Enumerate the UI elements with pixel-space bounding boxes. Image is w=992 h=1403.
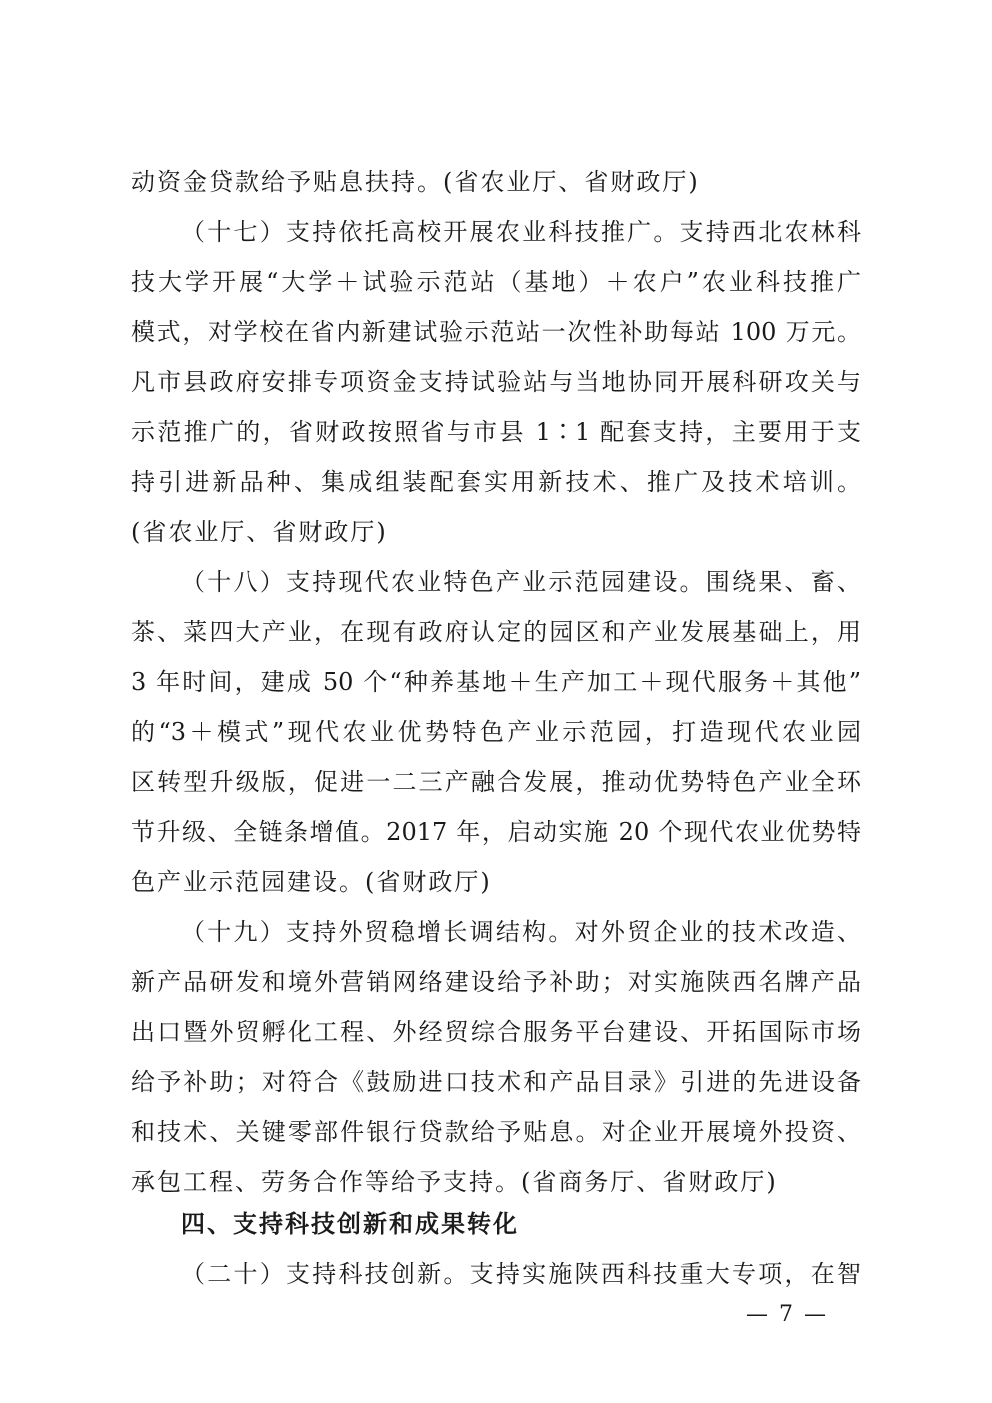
paragraph-line: 的“3＋模式”现代农业优势特色产业示范园，打造现代农业园 [131, 718, 861, 746]
page-number: — 7 — [746, 1302, 828, 1327]
paragraph-line: 承包工程、劳务合作等给予支持。(省商务厅、省财政厅) [131, 1168, 778, 1196]
paragraph-line: 技大学开展“大学＋试验示范站（基地）＋农户”农业科技推广 [131, 268, 861, 296]
paragraph-line: 区转型升级版，促进一二三产融合发展，推动优势特色产业全环 [131, 768, 861, 796]
paragraph-line: 给予补助；对符合《鼓励进口技术和产品目录》引进的先进设备 [131, 1068, 861, 1096]
paragraph-line: 新产品研发和境外营销网络建设给予补助；对实施陕西名牌产品 [131, 968, 861, 996]
paragraph-line: 3 年时间，建成 50 个“种养基地＋生产加工＋现代服务＋其他” [131, 668, 861, 696]
paragraph-line: 出口暨外贸孵化工程、外经贸综合服务平台建设、开拓国际市场 [131, 1018, 861, 1046]
paragraph-line: 模式，对学校在省内新建试验示范站一次性补助每站 100 万元。 [131, 318, 861, 346]
paragraph-line: 色产业示范园建设。(省财政厅) [131, 868, 492, 896]
paragraph-line: 持引进新品种、集成组装配套实用新技术、推广及技术培训。 [131, 468, 861, 496]
paragraph-line: （二十）支持科技创新。支持实施陕西科技重大专项，在智 [181, 1260, 861, 1288]
paragraph-line: （十七）支持依托高校开展农业科技推广。支持西北农林科 [181, 218, 861, 246]
section-heading: 四、支持科技创新和成果转化 [181, 1210, 519, 1238]
paragraph-line: 动资金贷款给予贴息扶持。(省农业厅、省财政厅) [131, 168, 700, 196]
paragraph-line: 茶、菜四大产业，在现有政府认定的园区和产业发展基础上，用 [131, 618, 861, 646]
paragraph-line: 凡市县政府安排专项资金支持试验站与当地协同开展科研攻关与 [131, 368, 861, 396]
paragraph-line: 示范推广的，省财政按照省与市县 1∶1 配套支持，主要用于支 [131, 418, 861, 446]
paragraph-line: （十八）支持现代农业特色产业示范园建设。围绕果、畜、 [181, 568, 861, 596]
paragraph-line: 和技术、关键零部件银行贷款给予贴息。对企业开展境外投资、 [131, 1118, 861, 1146]
paragraph-line: (省农业厅、省财政厅) [131, 518, 388, 546]
paragraph-line: （十九）支持外贸稳增长调结构。对外贸企业的技术改造、 [181, 918, 861, 946]
paragraph-line: 节升级、全链条增值。2017 年，启动实施 20 个现代农业优势特 [131, 818, 861, 846]
